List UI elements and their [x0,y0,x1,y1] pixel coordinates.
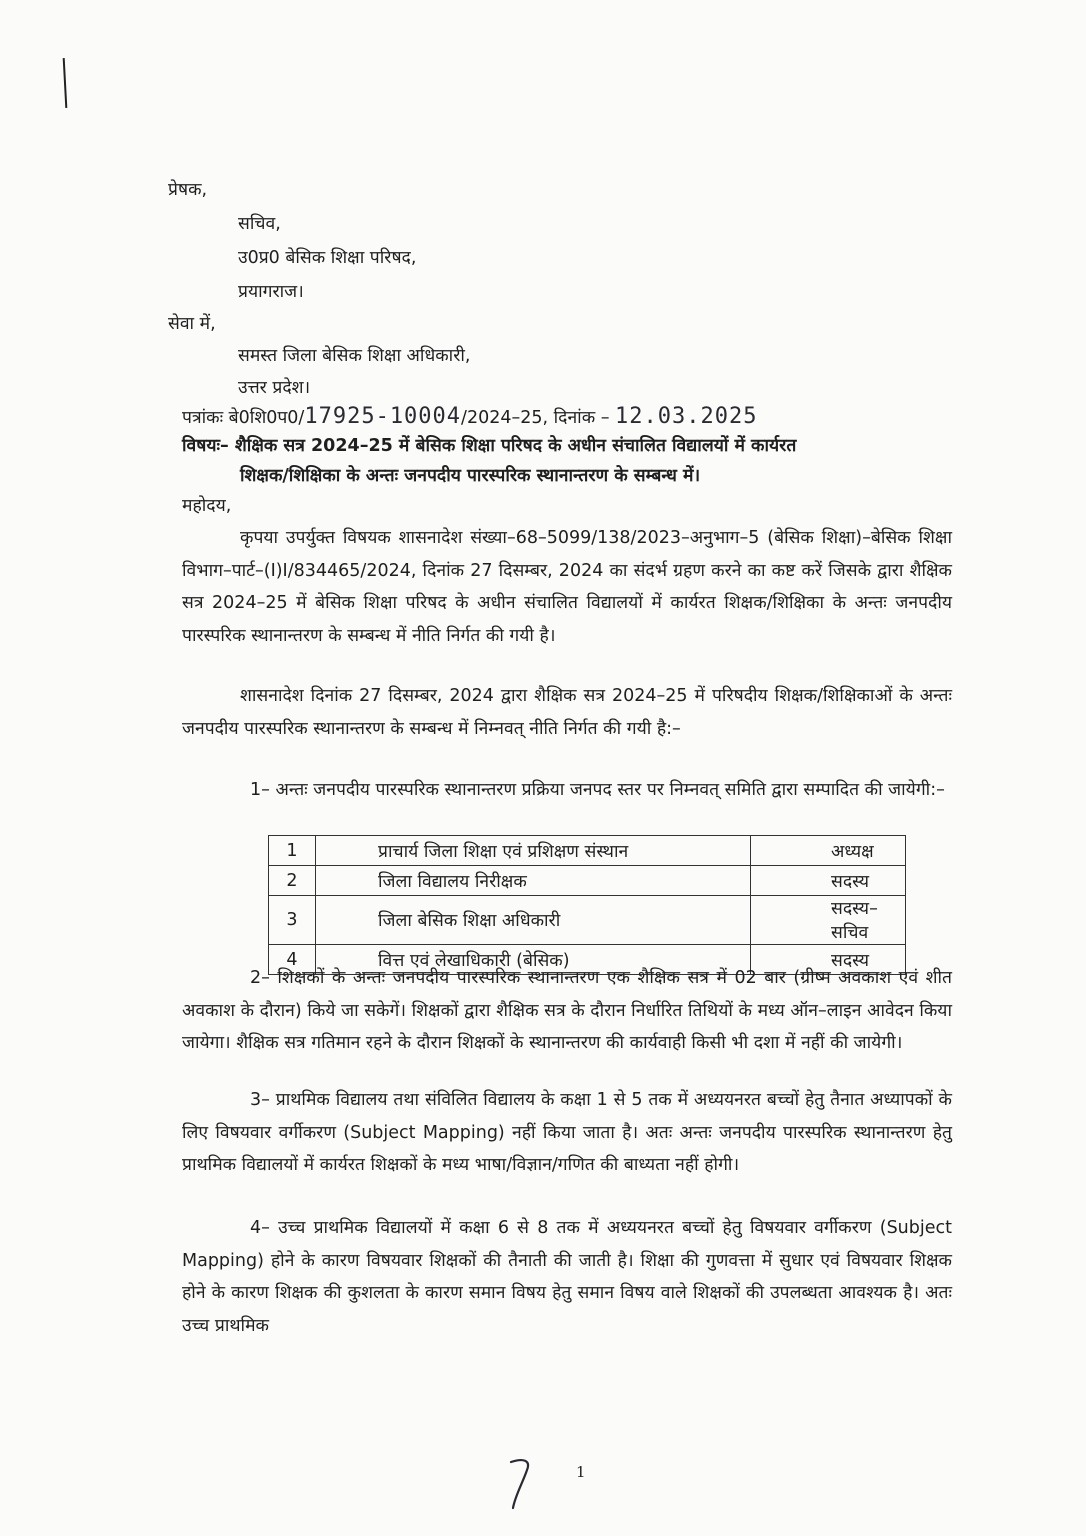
member-role: सदस्य [751,945,906,975]
sender-designation: सचिव, [238,214,281,234]
recipient-designation: समस्त जिला बेसिक शिक्षा अधिकारी, [238,346,471,366]
sender-office: उ0प्र0 बेसिक शिक्षा परिषद, [238,248,417,268]
row-number: 1 [269,836,316,866]
table-row [269,866,906,896]
member-title: प्राचार्य जिला शिक्षा एवं प्रशिक्षण संस्थान [316,836,751,866]
paragraph-reference: कृपया उपर्युक्त विषयक शासनादेश संख्या–68–5099/138/2023–अनुभाग–5 (बेसिक शिक्षा)–बेसिक शिक्षा विभाग–पार्ट–(I)I/834465/2024, दिनांक 27 दिसम्बर, 2024 का संदर्भ ग्रहण करने का कष्ट करें जिसके द्वारा शैक्षिक सत्र 2024–25 में बेसिक शिक्षा परिषद के अधीन संचालित विद्यालयों में कार्यरत शिक्षक/शिक्षिका के अन्तः जनपदीय पारस्परिक स्थानान्तरण के सम्बन्ध में नीति निर्गत की गयी है। [182,528,952,646]
reference-number-handwritten: 17925-10004 [304,404,462,429]
member-title: वित्त एवं लेखाधिकारी (बेसिक) [316,945,751,975]
initials-signature-mark [505,1452,545,1512]
recipient-state: उत्तर प्रदेश। [238,378,311,398]
subject-line-2: शिक्षक/शिक्षिका के अन्तः जनपदीय पारस्परिक स्थानान्तरण के सम्बन्ध में। [240,466,701,486]
reference-year-date-label: /2024–25, दिनांक – [461,408,610,428]
salutation: महोदय, [182,496,232,516]
table-row [269,836,906,866]
point-1: 1– अन्तः जनपदीय पारस्परिक स्थानान्तरण प्रक्रिया जनपद स्तर पर निम्नवत् समिति द्वारा सम्पादित की जायेगी:– [250,780,945,800]
row-number: 4 [269,945,316,975]
subject-line-1: विषयः– शैक्षिक सत्र 2024–25 में बेसिक शिक्षा परिषद के अधीन संचालित विद्यालयों में कार्यरत [182,436,797,456]
sender-city: प्रयागराज। [238,282,304,302]
reference-date-handwritten: 12.03.2025 [615,404,758,429]
member-title: जिला बेसिक शिक्षा अधिकारी [316,896,751,945]
reference-prefix: पत्रांकः बे0शि0प0/ [182,408,305,428]
page-number: 1 [576,1463,586,1481]
row-number: 2 [269,866,316,896]
paragraph-policy: शासनादेश दिनांक 27 दिसम्बर, 2024 द्वारा शैक्षिक सत्र 2024–25 में परिषदीय शिक्षक/शिक्षिकाओं के अन्तः जनपदीय पारस्परिक स्थानान्तरण के सम्बन्ध में निम्नवत् नीति निर्गत की गयी है:– [182,686,952,739]
member-role: अध्यक्ष [751,836,906,866]
point-2: 2– शिक्षकों के अन्तः जनपदीय पारस्परिक स्थानान्तरण एक शैक्षिक सत्र में 02 बार (ग्रीष्म अवकाश एवं शीत अवकाश के दौरान) किये जा सकेगें। शिक्षकों द्वारा शैक्षिक सत्र के दौरान निर्धारित तिथियों के मध्य ऑन–लाइन आवेदन किया जायेगा। शैक्षिक सत्र गतिमान रहने के दौरान शिक्षकों के स्थानान्तरण की कार्यवाही किसी भी दशा में नहीं की जायेगी। [182,968,952,1053]
row-number: 3 [269,896,316,945]
margin-pen-mark [63,58,68,108]
sender-label: प्रेषक, [168,180,208,200]
recipient-label: सेवा में, [168,314,216,334]
member-role: सदस्य–सचिव [751,896,906,945]
point-3: 3– प्राथमिक विद्यालय तथा संविलित विद्यालय के कक्षा 1 से 5 तक में अध्ययनरत बच्चों हेतु तैनात अध्यापकों के लिए विषयवार वर्गीकरण (Subject Mapping) नहीं किया जाता है। अतः अन्तः जनपदीय पारस्परिक स्थानान्तरण हेतु प्राथमिक विद्यालयों में कार्यरत शिक्षकों के मध्य भाषा/विज्ञान/गणित की बाध्यता नहीं होगी। [182,1090,952,1175]
point-4: 4– उच्च प्राथमिक विद्यालयों में कक्षा 6 से 8 तक में अध्ययनरत बच्चों हेतु विषयवार वर्गीकरण (Subject Mapping) होने के कारण विषयवार शिक्षकों की तैनाती की जाती है। शिक्षा की गुणवत्ता में सुधार एवं विषयवार शिक्षक होने के कारण शिक्षक की कुशलता के कारण समान विषय हेतु समान विषय वाले शिक्षकों की उपलब्धता आवश्यक है। अतः उच्च प्राथमिक [182,1218,952,1336]
reference-line [182,402,757,433]
member-role: सदस्य [751,866,906,896]
table-row [269,896,906,945]
committee-table [268,835,906,975]
member-title: जिला विद्यालय निरीक्षक [316,866,751,896]
